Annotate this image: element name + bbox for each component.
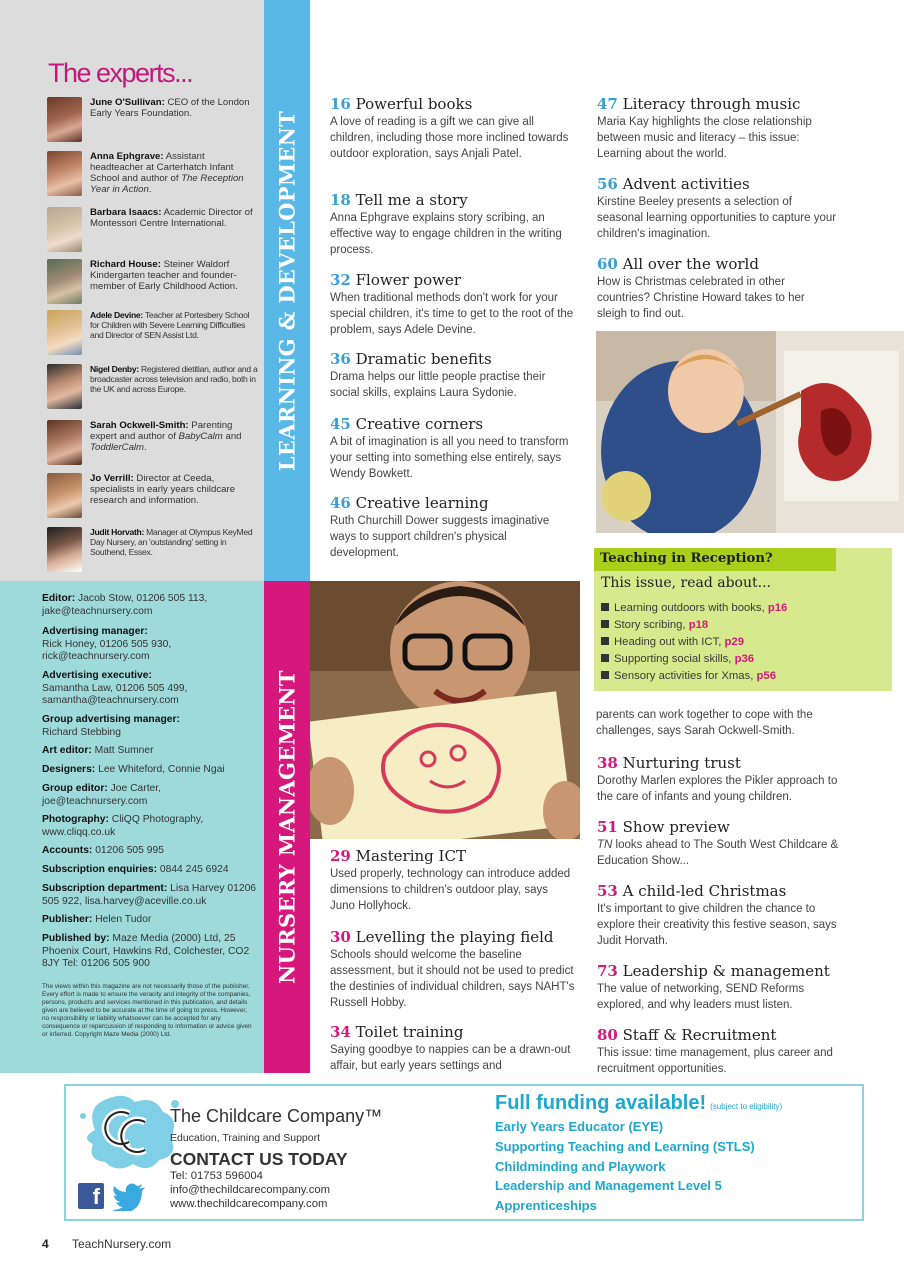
reception-item[interactable] — [601, 669, 776, 683]
reception-item[interactable] — [601, 601, 787, 615]
credit-item — [42, 883, 258, 908]
expert-name: Nigel Denby: — [90, 364, 139, 374]
expert-name: Barbara Isaacs: — [90, 207, 162, 218]
ad-contact-heading: CONTACT US TODAY — [170, 1149, 348, 1169]
expert-desc-mid: and — [222, 431, 242, 442]
article-desc: Used properly, technology can introduce added dimensions to children's outdoor play, says Juno Hollyhock. — [330, 868, 571, 912]
article-title: Staff & Recruitment — [617, 1026, 777, 1044]
article-number: 53 — [597, 882, 618, 900]
ad-course[interactable]: Supporting Teaching and Learning (STLS) — [495, 1139, 755, 1154]
credit-value: Maze Media (2000) Ltd, 25 Phoenix Court, Hawkins Rd, Colchester, CO2 8JY Tel: 01206 505 900 — [42, 933, 250, 969]
credit-item — [42, 745, 258, 758]
reception-item[interactable] — [601, 652, 754, 666]
credit-item — [42, 864, 258, 877]
article-desc: This issue: time management, plus career and recruitment opportunities. — [597, 1047, 833, 1075]
ad-funding-note: (subject to eligibility) — [710, 1102, 783, 1111]
reception-item-page: p16 — [767, 602, 788, 614]
article-number: 46 — [330, 494, 351, 512]
article-18[interactable] — [330, 191, 575, 258]
boy-drawing-photo — [310, 581, 580, 839]
article-number: 36 — [330, 350, 351, 368]
article-desc: Anna Ephgrave explains story scribing, an effective way to engage children in the writing process. — [330, 212, 562, 256]
expert-name: Adele Devine: — [90, 310, 143, 320]
expert-photo — [47, 364, 82, 409]
expert-photo — [47, 259, 82, 304]
article-desc: It's important to give children the chance to explore their creativity this festive season, says Judit Horvath. — [597, 903, 837, 947]
credit-label: Art editor: — [42, 745, 92, 756]
article-45[interactable] — [330, 415, 575, 482]
ad-funding-title: Full funding available! — [495, 1092, 707, 1114]
article-56[interactable] — [597, 175, 837, 242]
article-title: Dramatic benefits — [350, 350, 492, 368]
child-painting-illustration — [596, 331, 904, 533]
expert-desc: Steiner Waldorf Kindergarten teacher and founder-member of Early Childhood Action. — [90, 259, 238, 292]
article-number: 30 — [330, 928, 351, 946]
article-29[interactable] — [330, 847, 575, 914]
article-60[interactable] — [597, 255, 837, 322]
boy-drawing-illustration — [310, 581, 580, 839]
expert-desc: Teacher at Portesbery School for Children with Severe Learning Difficulties and Director of SEN Assist Ltd. — [90, 310, 250, 341]
article-desc-text: looks ahead to The South West Childcare & Education Show... — [597, 839, 839, 867]
expert-name: June O'Sullivan: — [90, 97, 165, 108]
reception-subtitle: This issue, read about... — [601, 575, 771, 591]
article-title: Tell me a story — [350, 191, 468, 209]
article-desc: Saying goodbye to nappies can be a drawn-out affair, but early years settings and — [330, 1044, 571, 1072]
article-desc — [597, 837, 847, 869]
credits-panel — [0, 581, 264, 1073]
article-number: 47 — [597, 95, 618, 113]
article-number: 38 — [597, 754, 618, 772]
article-number: 56 — [597, 175, 618, 193]
article-16[interactable] — [330, 95, 575, 162]
reception-item-text: Heading out with ICT, — [614, 636, 725, 648]
expert-desc-end: . — [144, 442, 147, 453]
child-painting-photo — [596, 331, 904, 533]
article-desc: Maria Kay highlights the close relationship between music and literacy – this issue: Learning about the world. — [597, 116, 812, 160]
disclaimer: The views within this magazine are not necessarily those of the publisher. Every effort is made to ensure the veracity and integrity of the companies, persons, products and services mentioned in this publication, and details given are believed to be accurate at the time of going to press. However, no responsibility or liability whatsoever can be accepted for any consequence or repercussion of responding to information or advice given or inferred. Copyright Maze Media (2000) Ltd. — [42, 983, 252, 1038]
reception-box — [594, 548, 892, 691]
expert-desc-italic: The Reception Year in Action — [90, 173, 244, 195]
reception-item[interactable] — [601, 618, 708, 632]
expert-photo — [47, 151, 82, 196]
article-number: 73 — [597, 962, 618, 980]
credit-label: Editor: — [42, 593, 76, 604]
article-desc: How is Christmas celebrated in other countries? Christine Howard takes to her sleigh to find out. — [597, 276, 805, 320]
credit-value: 01206 505 995 — [92, 845, 164, 856]
nursery-management-label: NURSERY MANAGEMENT — [274, 670, 300, 984]
reception-item-page: p29 — [724, 636, 744, 648]
credit-label: Subscription department: — [42, 883, 168, 894]
expert-name: Judit Horvath: — [90, 527, 145, 537]
credit-value: Matt Sumner — [91, 745, 154, 756]
credit-label: Designers: — [42, 764, 96, 775]
footer-site-name: TeachNursery.com — [72, 1237, 172, 1251]
article-title: All over the world — [617, 255, 759, 273]
experts-title: The experts... — [48, 58, 193, 88]
article-title: Nurturing trust — [617, 754, 741, 772]
article-desc: Kirstine Beeley presents a selection of seasonal learning opportunities to capture your children's imagination. — [597, 196, 837, 240]
expert-desc: Manager at Olympus KeyMed Day Nursery, an 'outstanding' setting in Southend, Essex. — [90, 527, 253, 558]
credit-item — [42, 593, 258, 618]
credit-item — [42, 764, 258, 777]
credit-item — [42, 814, 258, 839]
expert-name: Anna Ephgrave: — [90, 151, 164, 162]
article-51[interactable] — [597, 818, 847, 869]
expert-desc: CEO of the London Early Years Foundation. — [90, 97, 250, 119]
article-number: 45 — [330, 415, 351, 433]
credit-value: 0844 245 6924 — [157, 864, 229, 875]
bullet-square-icon — [601, 620, 609, 628]
facebook-icon[interactable]: f — [78, 1183, 104, 1209]
article-number: 16 — [330, 95, 351, 113]
article-desc: Drama helps our little people practise their social skills, explains Laura Sydonie. — [330, 371, 546, 399]
ad-tagline: Education, Training and Support — [170, 1132, 321, 1144]
credit-label: Subscription enquiries: — [42, 864, 157, 875]
ad-course[interactable]: Apprenticeships — [495, 1198, 597, 1213]
reception-item-page: p56 — [756, 670, 776, 682]
reception-item-page: p18 — [688, 619, 709, 631]
credit-label: Group advertising manager: — [42, 714, 180, 725]
childcare-company-advert[interactable] — [64, 1084, 864, 1221]
article-title: Powerful books — [350, 95, 473, 113]
expert-desc: Assistant headteacher at Carterhatch Infant School and author of — [90, 151, 234, 184]
expert-name: Sarah Ockwell-Smith: — [90, 420, 189, 431]
ad-telephone[interactable]: Tel: 01753 596004 — [170, 1170, 263, 1182]
article-46[interactable] — [330, 494, 575, 561]
expert-desc: Academic Director of Montessori Centre International. — [90, 207, 253, 229]
bullet-square-icon — [601, 654, 609, 662]
article-desc: A bit of imagination is all you need to transform your setting into something else entirely, says Wendy Bowkett. — [330, 436, 569, 480]
credit-item — [42, 845, 258, 858]
credit-value: Lisa Harvey 01206 505 922, lisa.harvey@aceville.co.uk — [42, 883, 257, 907]
article-desc: Dorothy Marlen explores the Pikler approach to the care of infants and young children. — [597, 775, 838, 803]
article-number: 80 — [597, 1026, 618, 1044]
ad-course[interactable]: Early Years Educator (EYE) — [495, 1119, 664, 1134]
article-36[interactable] — [330, 350, 575, 401]
ad-course[interactable]: Childminding and Playwork — [495, 1159, 666, 1174]
article-number: 60 — [597, 255, 618, 273]
learning-development-banner — [264, 0, 310, 581]
expert-name: Jo Verrill: — [90, 473, 134, 484]
credit-item — [42, 714, 258, 739]
reception-header — [594, 548, 836, 571]
credit-label: Published by: — [42, 933, 110, 944]
credit-item — [42, 914, 258, 927]
article-number: 29 — [330, 847, 351, 865]
reception-item-text: Supporting social skills, — [614, 653, 735, 665]
learning-development-label: LEARNING & DEVELOPMENT — [274, 110, 300, 471]
nursery-management-banner — [264, 581, 310, 1073]
credit-label: Photography: — [42, 814, 109, 825]
credit-item — [42, 933, 258, 971]
article-desc: The value of networking, SEND Reforms explored, and why leaders must listen. — [597, 983, 805, 1011]
expert-photo — [47, 97, 82, 142]
article-title: Mastering ICT — [350, 847, 466, 865]
article-title: Leadership & management — [617, 962, 830, 980]
credit-label: Advertising executive: — [42, 670, 152, 681]
article-continuation: parents can work together to cope with the challenges, says Sarah Ockwell-Smith. — [596, 709, 813, 737]
expert-photo — [47, 420, 82, 465]
credit-value: Rick Honey, 01206 505 930, rick@teachnursery.com — [42, 638, 172, 662]
credit-label: Advertising manager: — [42, 626, 148, 637]
article-title: Flower power — [350, 271, 462, 289]
ad-company-name: The Childcare Company™ — [170, 1106, 383, 1126]
article-32[interactable] — [330, 271, 575, 338]
article-34[interactable] — [330, 1023, 575, 1074]
credit-value: Samantha Law, 01206 505 499, samantha@teachnursery.com — [42, 682, 188, 706]
expert-desc: Director at Ceeda, specialists in early years childcare research and information. — [90, 473, 236, 506]
expert-photo — [47, 473, 82, 518]
article-title: Advent activities — [617, 175, 750, 193]
reception-title: Teaching in Reception? — [600, 551, 773, 566]
article-desc: Schools should welcome the baseline assessment, but it should not be used to predict the destinies of individual children, says NAHT's Russell Hobby. — [330, 949, 575, 1009]
childcare-company-logo — [75, 1090, 185, 1170]
bullet-square-icon — [601, 637, 609, 645]
twitter-icon[interactable] — [112, 1183, 146, 1211]
article-number: 32 — [330, 271, 351, 289]
credit-value: Joe Carter, joe@teachnursery.com — [42, 783, 162, 807]
article-title: Creative corners — [350, 415, 484, 433]
credit-label: Publisher: — [42, 914, 93, 925]
expert-desc-italic: ToddlerCalm — [90, 442, 145, 453]
article-47[interactable] — [597, 95, 847, 162]
ad-website-link[interactable]: www.thechildcarecompany.com — [170, 1198, 328, 1210]
expert-photo — [47, 527, 82, 572]
page-number: 4 — [42, 1237, 49, 1251]
reception-item-page: p36 — [734, 653, 755, 665]
article-80[interactable] — [597, 1026, 847, 1077]
credit-label: Group editor: — [42, 783, 108, 794]
credit-item — [42, 670, 258, 708]
article-title: Literacy through music — [617, 95, 801, 113]
article-desc-italic: TN — [597, 839, 613, 851]
reception-item[interactable] — [601, 635, 744, 649]
expert-desc: Registered dietitian, author and a broadcaster across television and radio, both in the UK and across Europe. — [90, 364, 258, 395]
article-38[interactable] — [597, 754, 847, 805]
bullet-square-icon — [601, 671, 609, 679]
credit-label: Accounts: — [42, 845, 93, 856]
reception-item-text: Sensory activities for Xmas, — [614, 670, 757, 682]
ad-funding-heading — [495, 1092, 782, 1115]
credit-value: Lee Whiteford, Connie Ngai — [95, 764, 225, 775]
expert-desc-end: . — [148, 184, 152, 195]
reception-item-text: Learning outdoors with books, — [614, 602, 768, 614]
article-30[interactable] — [330, 928, 575, 1011]
article-title: Toilet training — [350, 1023, 464, 1041]
credit-value: Jacob Stow, 01206 505 113, jake@teachnursery.com — [42, 593, 208, 617]
ad-email-link[interactable]: info@thechildcarecompany.com — [170, 1184, 331, 1196]
reception-item-text: Story scribing, — [614, 619, 689, 631]
article-number: 34 — [330, 1023, 351, 1041]
experts-panel — [0, 0, 264, 581]
article-number: 18 — [330, 191, 351, 209]
expert-name: Richard House: — [90, 259, 161, 270]
article-title: Show preview — [617, 818, 730, 836]
expert-desc: Parenting expert and author of — [90, 420, 233, 442]
article-desc: A love of reading is a gift we can give all children, including those more inclined towards outdoor exploration, says Anjali Patel. — [330, 116, 569, 160]
expert-photo — [47, 310, 82, 355]
article-title: A child-led Christmas — [617, 882, 787, 900]
article-73[interactable] — [597, 962, 847, 1013]
article-desc: When traditional methods don't work for your special children, it's time to get to the root of the problem, says Adele Devine. — [330, 292, 574, 336]
expert-photo — [47, 207, 82, 252]
credit-item — [42, 783, 258, 808]
article-title: Levelling the playing field — [350, 928, 554, 946]
article-title: Creative learning — [350, 494, 489, 512]
ad-course[interactable]: Leadership and Management Level 5 — [495, 1178, 722, 1193]
credit-value: CliQQ Photography, www.cliqq.co.uk — [42, 814, 204, 838]
bullet-square-icon — [601, 603, 609, 611]
credit-value: Helen Tudor — [92, 914, 152, 925]
credit-item — [42, 626, 258, 664]
article-53[interactable] — [597, 882, 847, 949]
article-number: 51 — [597, 818, 618, 836]
expert-desc-italic: BabyCalm — [178, 431, 223, 442]
credit-value: Richard Stebbing — [42, 726, 121, 738]
article-desc: Ruth Churchill Dower suggests imaginative ways to support children's physical development. — [330, 515, 550, 559]
